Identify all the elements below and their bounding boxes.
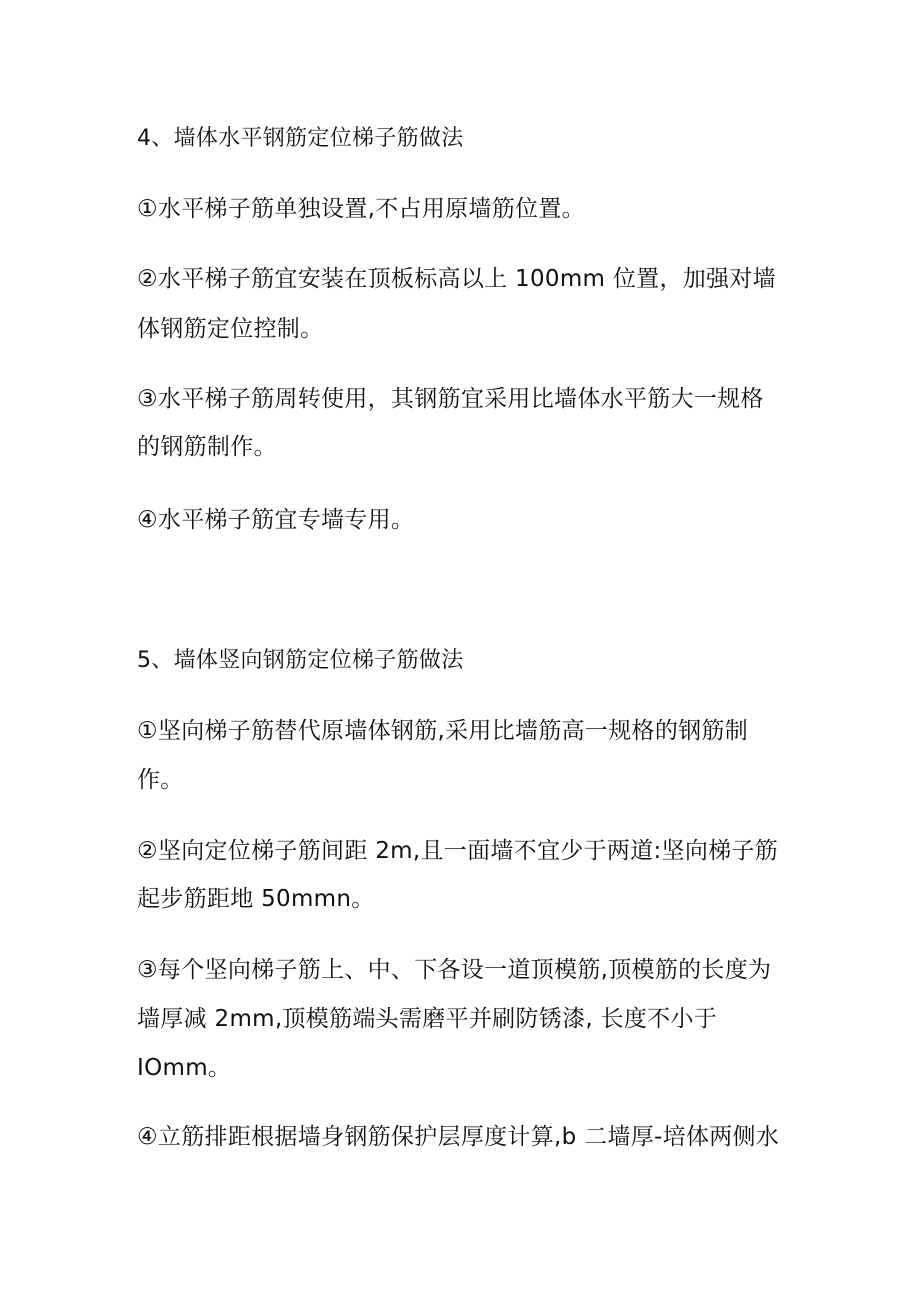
section-5-heading: 5、墙体竖向钢筋定位梯子筋做法 <box>137 648 464 673</box>
section-5-item-3-line-3: IOmm。 <box>137 1055 232 1081</box>
section-4-item-4: ④水平梯子筋宜专墙专用。 <box>137 507 415 533</box>
section-5-item-3-line-2: 墙厚减 2mm,顶模筋端头需磨平并刷防锈漆, 长度不小于 <box>137 1006 718 1032</box>
section-5-item-2-line-2: 起步筋距地 50mmn。 <box>137 886 375 912</box>
section-5-item-1-line-1: ①坚向梯子筋替代原墙体钢筋,采用比墙筋高一规格的钢筋制 <box>137 718 749 744</box>
section-4-item-2-line-2: 体钢筋定位控制。 <box>137 316 324 342</box>
section-4-heading: 4、墙体水平钢筋定位梯子筋做法 <box>137 126 464 151</box>
section-4-item-3-line-1: ③水平梯子筋周转使用，其钢筋宜采用比墙体水平筋大一规格 <box>137 386 764 412</box>
section-4-item-1: ①水平梯子筋单独设置,不占用原墙筋位置。 <box>137 196 585 222</box>
section-4-item-2-line-1: ②水平梯子筋宜安装在顶板标高以上 100mm 位置，加强对墙 <box>137 266 776 292</box>
section-4-item-3-line-2: 的钢筋制作。 <box>137 434 277 460</box>
section-5-item-1-line-2: 作。 <box>137 767 184 793</box>
section-5-item-2-line-1: ②坚向定位梯子筋间距 2m,且一面墙不宜少于两道:坚向梯子筋 <box>137 838 779 864</box>
section-5-item-4-line-1: ④立筋排距根据墙身钢筋保护层厚度计算,b 二墙厚-培体两侧水 <box>137 1124 780 1150</box>
section-5-item-3-line-1: ③每个坚向梯子筋上、中、下各设一道顶模筋,顶模筋的长度为 <box>137 957 772 983</box>
